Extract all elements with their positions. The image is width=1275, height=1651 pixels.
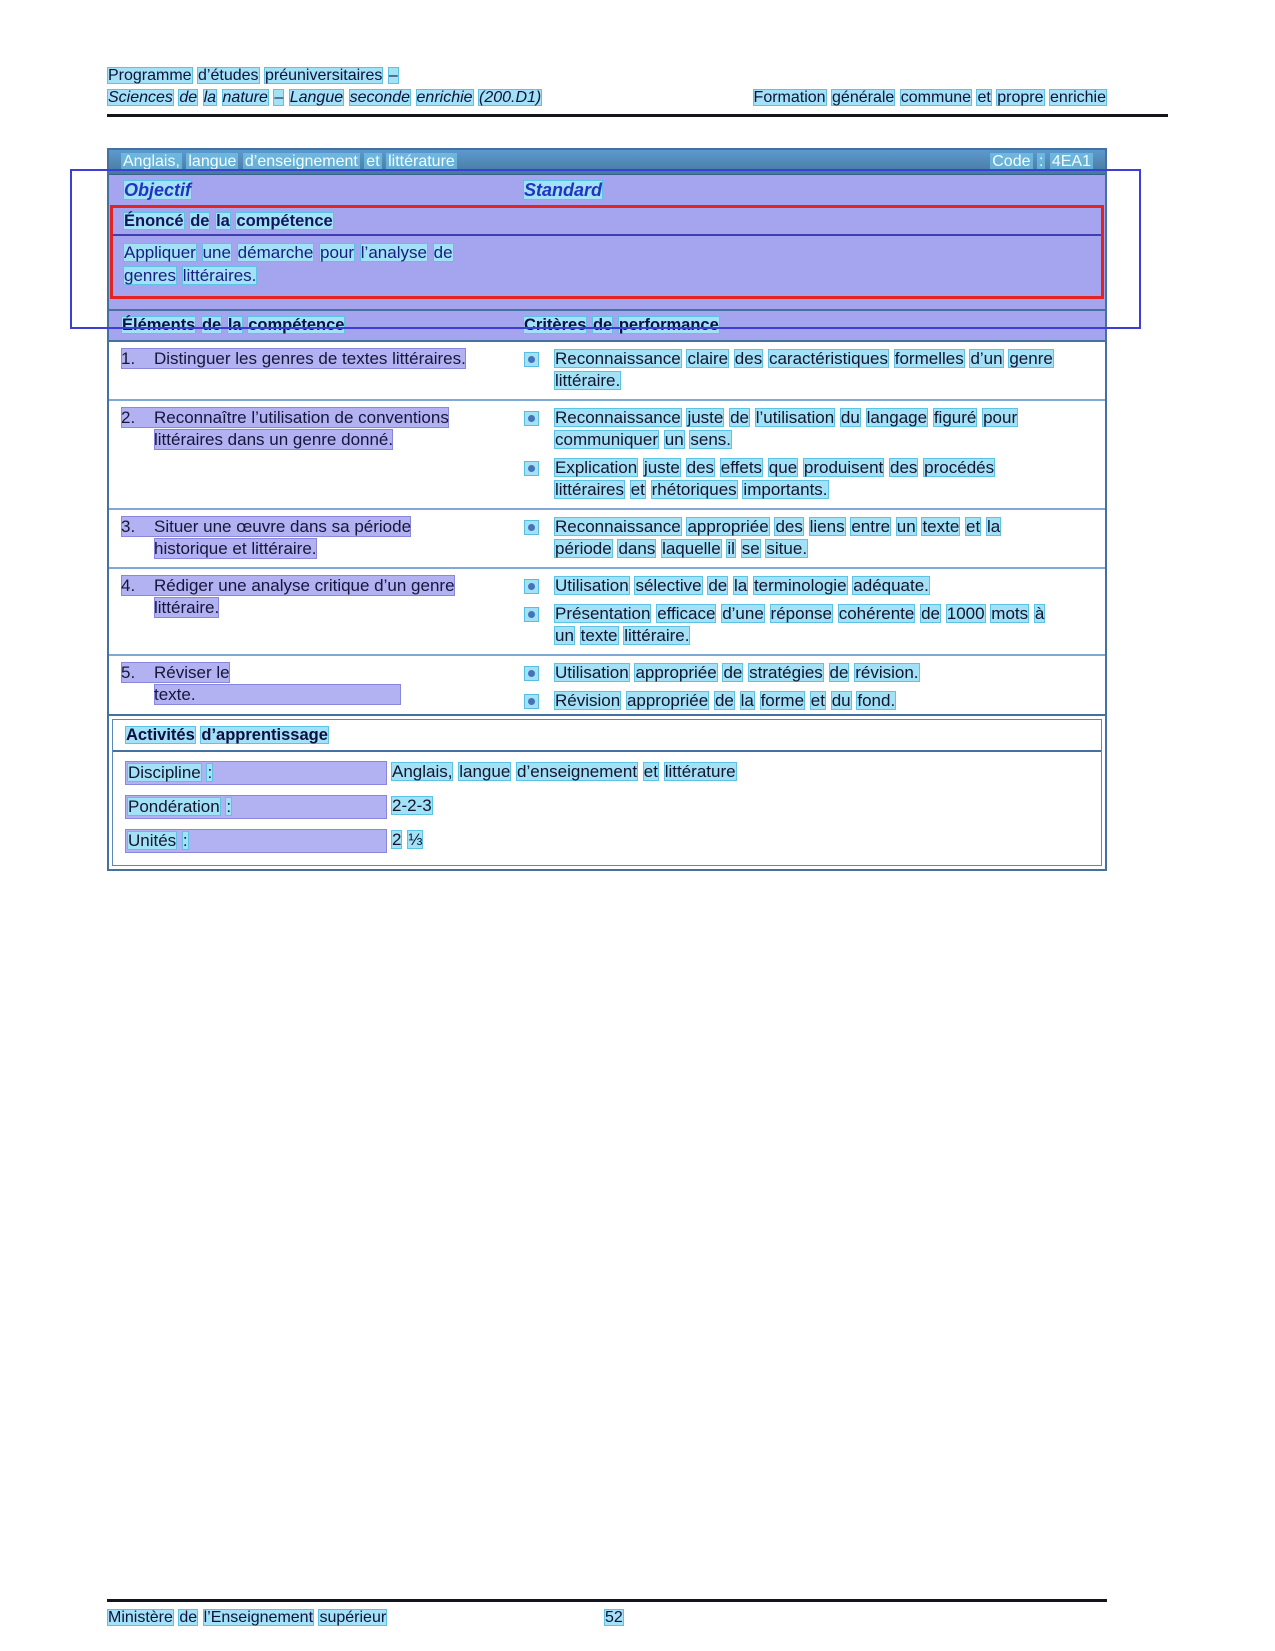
criterion xyxy=(517,603,1105,647)
element-text: Rédiger une analyse critique d’un genre littéraire. xyxy=(154,576,455,617)
bullet-icon xyxy=(524,607,539,622)
criterion-text: Utilisation appropriée de stratégies de révision. xyxy=(555,663,919,682)
competence-row-3 xyxy=(109,510,1105,569)
criteria-cell xyxy=(513,661,1105,712)
objectif-cell xyxy=(109,180,513,201)
criteria-cell xyxy=(513,347,1105,392)
bullet-dot xyxy=(528,415,535,422)
criterion-text: Présentation efficace d’une réponse cohérente de 1000 mots à un texte littéraire. xyxy=(555,604,1045,645)
element-text: Reconnaître l’utilisation de conventions littéraires dans un genre donné. xyxy=(154,408,449,449)
bullet-icon xyxy=(524,461,539,476)
bullet-icon xyxy=(524,694,539,709)
course-title: Anglais, langue d’enseignement et littérature xyxy=(123,153,455,170)
page-header xyxy=(107,66,1168,117)
criteres-header: Critères de performance xyxy=(524,316,719,334)
ponderation-label: Pondération : xyxy=(128,797,232,816)
unites-value: 2 ⅓ xyxy=(392,830,423,849)
criterion xyxy=(517,516,1105,560)
standard-cell xyxy=(513,180,1105,201)
course-code: Code : 4EA1 xyxy=(992,153,1091,170)
footer-row xyxy=(107,1609,1107,1627)
bullet-icon xyxy=(524,411,539,426)
activities-body xyxy=(113,752,1101,865)
objective-standard-zone xyxy=(109,175,1105,342)
header-formation-label: Formation générale commune et propre enrichie xyxy=(753,89,1106,106)
criterion xyxy=(517,457,1105,501)
element-item xyxy=(121,516,468,560)
criterion xyxy=(517,690,1105,712)
bullet-dot xyxy=(528,524,535,531)
bullet-dot xyxy=(528,698,535,705)
ponderation-value: 2-2-3 xyxy=(392,796,432,815)
bullet-icon xyxy=(524,666,539,681)
criterion xyxy=(517,348,1105,392)
enonce-heading-text: Énoncé de la compétence xyxy=(124,212,333,230)
criterion-text: Utilisation sélective de la terminologie adéquate. xyxy=(555,576,929,595)
enonce-body xyxy=(113,236,1101,296)
ponderation-label-strip xyxy=(125,795,387,819)
criterion xyxy=(517,407,1105,451)
element-number: 1. xyxy=(121,349,136,368)
course-titlebar xyxy=(109,150,1105,175)
competence-rows xyxy=(109,342,1105,719)
header-program-subtitle: Sciences de la nature – Langue seconde enrichie (200.D1) xyxy=(108,89,542,106)
bullet-dot xyxy=(528,583,535,590)
competence-header-row xyxy=(109,309,1105,342)
criterion-text: Révision appropriée de la forme et du fond. xyxy=(555,691,896,710)
element-cell xyxy=(109,661,513,712)
criterion xyxy=(517,575,1105,597)
competence-row-4 xyxy=(109,569,1105,656)
activities-heading xyxy=(113,720,1101,752)
element-text: Réviser le texte. xyxy=(154,663,230,704)
header-rule xyxy=(107,114,1168,117)
element-cell xyxy=(109,406,513,501)
objectif-heading: Objectif xyxy=(124,180,192,200)
criterion-text: Explication juste des effets que produisent des procédés littéraires et rhétoriques importants. xyxy=(555,458,995,499)
element-cell xyxy=(109,515,513,560)
element-number: 5. xyxy=(121,663,136,682)
objective-standard-row xyxy=(109,175,1105,205)
element-text: Distinguer les genres de textes littéraires. xyxy=(154,349,466,368)
competence-row-1 xyxy=(109,342,1105,401)
element-cell xyxy=(109,574,513,647)
unites-label: Unités : xyxy=(128,831,188,850)
criteria-cell xyxy=(513,406,1105,501)
unites-label-strip xyxy=(125,829,387,853)
bullet-icon xyxy=(524,579,539,594)
element-item xyxy=(121,662,468,706)
bullet-dot xyxy=(528,356,535,363)
criterion-text: Reconnaissance juste de l’utilisation du langage figuré pour communiquer un sens. xyxy=(555,408,1018,449)
footer-rule xyxy=(107,1599,1107,1602)
activities-row-discipline xyxy=(125,761,1089,785)
competence-row-2 xyxy=(109,401,1105,510)
elements-header: Éléments de la compétence xyxy=(122,316,345,334)
competence-row-5 xyxy=(109,656,1105,719)
criterion-text: Reconnaissance claire des caractéristiques formelles d’un genre littéraire. xyxy=(555,349,1053,390)
element-number: 3. xyxy=(121,517,136,536)
activities-box xyxy=(107,714,1107,871)
header-line1-row xyxy=(107,66,1107,85)
purple-spacer xyxy=(109,299,1105,309)
element-text: Situer une œuvre dans sa période historique et littéraire. xyxy=(154,517,412,558)
criterion-text: Reconnaissance appropriée des liens entre un texte et la période dans laquelle il se situe. xyxy=(555,517,1001,558)
criteria-cell xyxy=(513,574,1105,647)
enonce-heading xyxy=(113,208,1101,236)
element-item xyxy=(121,575,468,619)
enonce-text: Appliquer une démarche pour l’analyse de genres littéraires. xyxy=(124,243,453,285)
bullet-icon xyxy=(524,352,539,367)
header-line2-row xyxy=(107,88,1107,107)
activities-row-unites xyxy=(125,829,1089,853)
element-item xyxy=(121,407,468,451)
discipline-value: Anglais, langue d’enseignement et littérature xyxy=(392,762,736,781)
criterion xyxy=(517,662,1105,684)
elements-header-cell xyxy=(109,316,513,335)
activities-heading-text: Activités d’apprentissage xyxy=(126,726,328,744)
footer-ministry: Ministère de l’Enseignement supérieur xyxy=(108,1609,387,1626)
enonce-highlight-box xyxy=(110,205,1104,299)
standard-heading: Standard xyxy=(524,180,603,200)
activities-row-ponderation xyxy=(125,795,1089,819)
activities-inner xyxy=(112,719,1102,866)
bullet-icon xyxy=(524,520,539,535)
bullet-dot xyxy=(528,465,535,472)
discipline-label: Discipline : xyxy=(128,763,213,782)
element-item xyxy=(121,348,468,370)
element-cell xyxy=(109,347,513,392)
bullet-dot xyxy=(528,670,535,677)
bullet-dot xyxy=(528,611,535,618)
page-footer xyxy=(107,1599,1107,1627)
objective-table xyxy=(107,148,1107,721)
element-number: 4. xyxy=(121,576,136,595)
header-program-title: Programme d’études préuniversitaires – xyxy=(108,67,398,84)
criteria-cell xyxy=(513,515,1105,560)
element-number: 2. xyxy=(121,408,136,427)
discipline-label-strip xyxy=(125,761,387,785)
criteres-header-cell xyxy=(513,316,1105,335)
page-number: 52 xyxy=(605,1609,623,1626)
